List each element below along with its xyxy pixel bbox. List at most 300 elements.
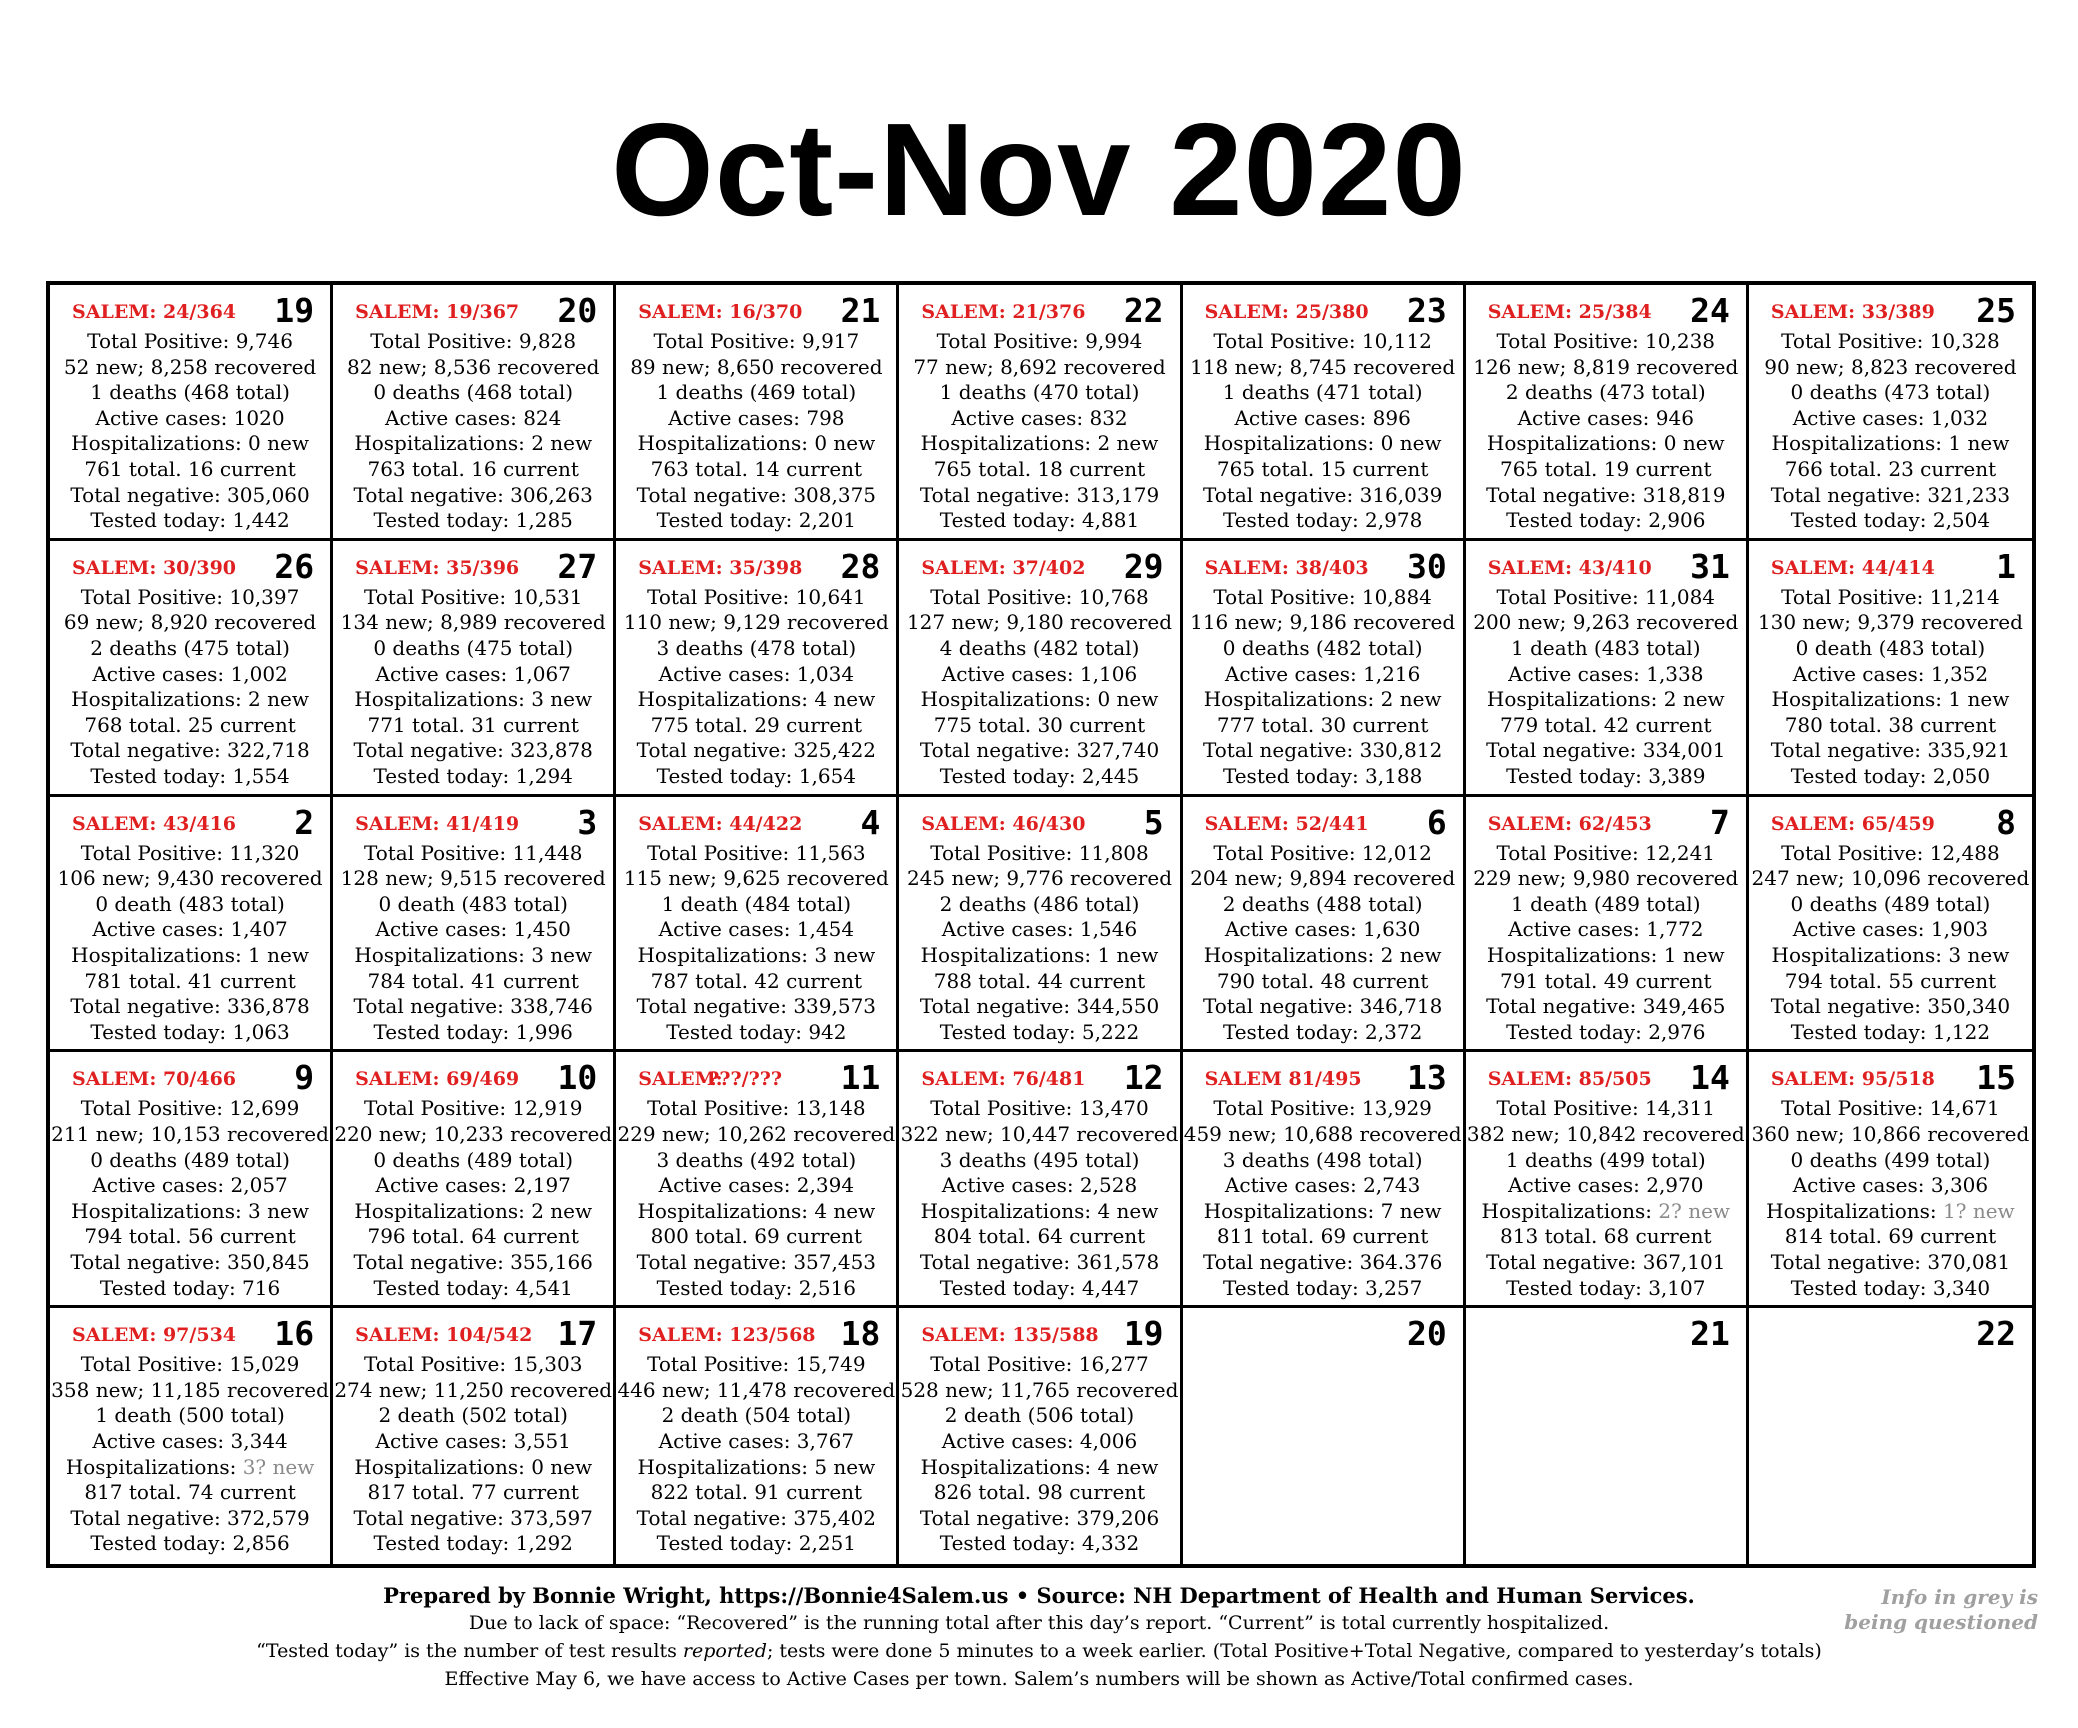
stat-line <box>1749 431 2032 457</box>
stat-text: Active cases: 1,772 <box>1508 917 1704 942</box>
stat-line <box>50 662 330 688</box>
stat-line <box>1466 1173 1746 1199</box>
stat-text: 768 total. 25 current <box>84 712 296 737</box>
stat-line <box>899 1224 1179 1250</box>
stat-text: 459 new; 10,688 recovered <box>1183 1121 1462 1146</box>
stat-text: Tested today: 1,285 <box>373 508 573 533</box>
stat-line <box>50 355 330 381</box>
stat-line <box>1466 406 1746 432</box>
stat-text: Active cases: 2,528 <box>941 1173 1138 1198</box>
stat-text: Total negative: 316,039 <box>1202 482 1443 507</box>
stat-line <box>333 1199 613 1225</box>
stat-text: Hospitalizations: 1 new <box>71 942 309 967</box>
stat-line <box>1749 969 2032 995</box>
stat-line <box>333 1148 613 1174</box>
stat-line <box>1749 866 2032 892</box>
stat-text: Total negative: 322,718 <box>70 738 310 763</box>
stat-line <box>333 329 613 355</box>
stat-text: 766 total. 23 current <box>1784 456 1997 481</box>
day-stats <box>1466 329 1746 534</box>
stat-line <box>1183 636 1463 662</box>
stat-line <box>333 917 613 943</box>
day-number: 14 <box>1690 1058 1730 1098</box>
stat-text: Active cases: 1,106 <box>941 661 1138 686</box>
stat-line <box>1749 355 2032 381</box>
calendar-day-cell <box>1183 797 1466 1053</box>
stat-line <box>616 943 896 969</box>
stat-text: Tested today: 2,906 <box>1506 508 1706 533</box>
day-header <box>616 285 896 331</box>
hospitalizations-questioned: 3? new <box>242 1454 315 1479</box>
stat-text: Total negative: 313,179 <box>919 482 1160 507</box>
stat-text: 1 deaths (468 total) <box>90 380 290 405</box>
stat-line <box>899 355 1179 381</box>
stat-text: Total Positive: 10,884 <box>1213 584 1432 609</box>
stat-text: Tested today: 1,292 <box>373 1531 573 1556</box>
salem-cases: SALEM: 37/402 <box>921 556 1086 579</box>
day-number: 24 <box>1690 291 1730 330</box>
stat-line <box>1466 508 1746 534</box>
stat-text: 765 total. 19 current <box>1500 456 1712 481</box>
stat-text: 781 total. 41 current <box>84 968 296 993</box>
stat-line <box>899 764 1179 790</box>
stat-line <box>616 355 896 381</box>
stat-line <box>333 457 613 483</box>
stat-line <box>1466 636 1746 662</box>
stat-text: Active cases: 4,006 <box>941 1428 1138 1453</box>
stat-line <box>899 662 1179 688</box>
stat-line <box>333 943 613 969</box>
stat-line <box>899 841 1179 867</box>
stat-line <box>899 866 1179 892</box>
stat-line <box>1466 866 1746 892</box>
stat-line <box>50 508 330 534</box>
stat-line <box>616 508 896 534</box>
stat-line <box>1183 457 1463 483</box>
stat-text: Total negative: 364.376 <box>1202 1249 1443 1274</box>
stat-text: 779 total. 42 current <box>1500 712 1712 737</box>
stat-text: Hospitalizations: 3 new <box>71 1198 309 1223</box>
calendar-day-cell <box>1749 1052 2032 1308</box>
salem-cases: SALEM: 19/367 <box>355 301 520 323</box>
stat-line <box>616 1506 896 1532</box>
stat-line <box>1183 764 1463 790</box>
day-header <box>899 1052 1179 1098</box>
stat-line <box>50 380 330 406</box>
stat-text: Total Positive: 11,084 <box>1496 584 1716 609</box>
stat-text: Total negative: 357,453 <box>636 1249 877 1274</box>
stat-text: 0 death (483 total) <box>95 891 285 916</box>
stat-line <box>899 508 1179 534</box>
stat-text: 52 new; 8,258 recovered <box>63 354 317 379</box>
stat-line <box>1749 1250 2032 1276</box>
stat-text: Tested today: 2,201 <box>656 508 857 533</box>
stat-text: Active cases: 1020 <box>95 405 285 430</box>
stat-line <box>50 1148 330 1174</box>
day-stats <box>1466 1096 1746 1301</box>
stat-line <box>1466 380 1746 406</box>
calendar-grid <box>46 281 2036 1568</box>
stat-line <box>616 483 896 509</box>
calendar-day-cell <box>1749 1308 2032 1564</box>
stat-line <box>899 457 1179 483</box>
stat-text: Hospitalizations: 4 new <box>920 1198 1159 1223</box>
stat-text: 2 deaths (475 total) <box>90 635 290 660</box>
stat-text: Tested today: 942 <box>666 1019 847 1044</box>
stat-text: Total Positive: 9,994 <box>936 329 1143 353</box>
stat-text: 814 total. 69 current <box>1784 1224 1997 1249</box>
stat-text: 765 total. 15 current <box>1216 456 1429 481</box>
stat-text: 771 total. 31 current <box>367 712 579 737</box>
stat-line <box>50 1096 330 1122</box>
stat-line <box>333 994 613 1020</box>
stat-line <box>333 1480 613 1506</box>
stat-text: Total negative: 327,740 <box>919 738 1160 763</box>
day-header <box>1183 285 1463 331</box>
day-number: 18 <box>840 1314 881 1354</box>
stat-text: Total Positive: 10,112 <box>1213 329 1432 353</box>
stat-line <box>1466 1096 1746 1122</box>
stat-line <box>333 355 613 381</box>
stat-line <box>616 1480 896 1506</box>
stat-text: Total negative: 344,550 <box>919 994 1160 1019</box>
salem-cases: SALEM: 46/430 <box>921 812 1086 835</box>
stat-text: 0 deaths (473 total) <box>1790 380 1991 405</box>
stat-line <box>50 1173 330 1199</box>
stat-line <box>616 1096 896 1122</box>
stat-line <box>50 636 330 662</box>
stat-line <box>333 1276 613 1302</box>
stat-text: Total Positive: 11,320 <box>80 840 300 865</box>
stat-text: 0 deaths (482 total) <box>1222 635 1423 660</box>
grey-info-note-line2: being questioned <box>1844 1610 2038 1634</box>
day-header <box>1749 1308 2032 1354</box>
stat-text: 106 new; 9,430 recovered <box>57 866 323 891</box>
stat-line <box>899 892 1179 918</box>
stat-text: Hospitalizations: 0 new <box>1486 431 1725 456</box>
stat-line <box>899 406 1179 432</box>
salem-cases: SALEM: 43/410 <box>1487 556 1652 579</box>
stat-line <box>1183 1020 1463 1046</box>
stat-text: Total Positive: 14,311 <box>1496 1096 1716 1121</box>
stat-line <box>899 994 1179 1020</box>
stat-line <box>333 1020 613 1046</box>
calendar-day-cell <box>333 1052 616 1308</box>
stat-line <box>1466 1250 1746 1276</box>
stat-text: Total negative: 335,921 <box>1770 738 2011 763</box>
salem-cases: SALEM: 69/469 <box>355 1068 520 1091</box>
stat-text: Total negative: 375,402 <box>636 1505 877 1530</box>
stat-text: Total Positive: 12,699 <box>80 1096 300 1121</box>
stat-text: Total Positive: 10,641 <box>647 584 866 609</box>
stat-line <box>50 969 330 995</box>
stat-text: Total negative: 379,206 <box>919 1505 1160 1530</box>
stat-line <box>1466 917 1746 943</box>
stat-line <box>1183 1173 1463 1199</box>
day-stats <box>1183 1096 1463 1301</box>
stat-text: 358 new; 11,185 recovered <box>51 1377 329 1402</box>
stat-text: 0 deaths (499 total) <box>1790 1147 1991 1172</box>
calendar-day-cell <box>616 541 899 797</box>
stat-line <box>1466 1224 1746 1250</box>
stat-text: Active cases: 1,546 <box>941 917 1138 942</box>
stat-text: 3 deaths (498 total) <box>1222 1147 1423 1172</box>
calendar-day-cell <box>333 797 616 1053</box>
day-header <box>333 285 613 331</box>
stat-text: 245 new; 9,776 recovered <box>906 866 1173 891</box>
stat-text: Hospitalizations: 3 new <box>637 942 876 967</box>
stat-line <box>1183 841 1463 867</box>
day-header <box>1183 1052 1463 1098</box>
stat-text: Hospitalizations: <box>65 1454 243 1479</box>
stat-line <box>1183 585 1463 611</box>
calendar-day-cell <box>1466 285 1749 541</box>
stat-line <box>333 1173 613 1199</box>
stat-text: Active cases: 1,216 <box>1224 661 1421 686</box>
stat-text: Hospitalizations: 2 new <box>354 431 593 456</box>
stat-text: Total Positive: 13,470 <box>930 1096 1149 1121</box>
stat-line <box>50 585 330 611</box>
stat-text: Active cases: 1,338 <box>1508 661 1704 686</box>
stat-text: 1 deaths (470 total) <box>939 380 1140 405</box>
stat-text: Active cases: 1,407 <box>92 917 288 942</box>
stat-line <box>899 1352 1179 1378</box>
stat-line <box>1749 1276 2032 1302</box>
day-number: 15 <box>1976 1058 2016 1098</box>
day-header <box>50 1308 330 1354</box>
stat-line <box>616 1276 896 1302</box>
stat-text: Total negative: 318,819 <box>1486 482 1726 507</box>
day-number: 17 <box>557 1314 598 1354</box>
stat-line <box>50 1352 330 1378</box>
stat-text: 229 new; 10,262 recovered <box>617 1121 896 1146</box>
stat-text: Tested today: 1,554 <box>90 763 290 788</box>
stat-text: Tested today: 2,978 <box>1222 508 1423 533</box>
stat-line <box>899 1250 1179 1276</box>
day-stats <box>1466 841 1746 1046</box>
day-header <box>1183 797 1463 843</box>
day-header <box>899 1308 1179 1354</box>
stat-line <box>1466 1020 1746 1046</box>
day-number: 10 <box>557 1058 598 1098</box>
stat-text: 3 deaths (495 total) <box>939 1147 1140 1172</box>
day-number: 16 <box>274 1314 315 1354</box>
stat-text: 822 total. 91 current <box>650 1480 863 1505</box>
stat-text: 800 total. 69 current <box>650 1224 863 1249</box>
stat-line <box>616 1352 896 1378</box>
stat-text: Total Positive: 16,277 <box>930 1352 1149 1377</box>
salem-cases: SALEM: 62/453 <box>1487 812 1652 835</box>
stat-text: Tested today: 4,541 <box>373 1275 573 1300</box>
stat-text: Total Positive: 9,828 <box>370 329 577 353</box>
stat-text: 813 total. 68 current <box>1500 1224 1712 1249</box>
stat-text: 761 total. 16 current <box>84 456 296 481</box>
stat-text: Hospitalizations: 4 new <box>920 1454 1159 1479</box>
day-stats <box>899 841 1179 1046</box>
stat-text: 118 new; 8,745 recovered <box>1190 354 1456 379</box>
stat-text: Total Positive: 13,148 <box>647 1096 866 1121</box>
stat-text: 1 deaths (469 total) <box>656 380 857 405</box>
day-stats <box>333 1096 613 1301</box>
stat-line <box>1749 329 2032 355</box>
stat-text: Total negative: 338,746 <box>353 994 593 1019</box>
salem-cases: SALEM: 21/376 <box>921 301 1086 323</box>
salem-cases: SALEM: 95/518 <box>1770 1068 1935 1091</box>
stat-line <box>1749 636 2032 662</box>
day-stats <box>899 1352 1179 1557</box>
day-header <box>1749 797 2032 843</box>
stat-text: 200 new; 9,263 recovered <box>1473 610 1739 635</box>
stat-text: Tested today: 3,389 <box>1506 763 1706 788</box>
stat-line <box>1466 892 1746 918</box>
day-header <box>616 797 896 843</box>
stat-text: Active cases: 1,352 <box>1792 661 1989 686</box>
stat-text: Total negative: 336,878 <box>70 994 310 1019</box>
stat-line <box>1183 355 1463 381</box>
stat-line <box>616 1403 896 1429</box>
stat-text: 0 deaths (489 total) <box>90 1147 290 1172</box>
stat-text: Total Positive: 9,746 <box>87 329 293 353</box>
stat-text: 82 new; 8,536 recovered <box>347 354 600 379</box>
stat-text: Total negative: 339,573 <box>636 994 877 1019</box>
stat-line <box>616 662 896 688</box>
stat-line <box>616 610 896 636</box>
stat-line <box>616 1199 896 1225</box>
stat-line <box>50 841 330 867</box>
day-stats <box>1749 585 2032 790</box>
stat-text: Tested today: 716 <box>99 1275 281 1300</box>
stat-text: 211 new; 10,153 recovered <box>51 1121 329 1146</box>
stat-line <box>1183 406 1463 432</box>
calendar-day-cell <box>899 797 1182 1053</box>
stat-text: 790 total. 48 current <box>1216 968 1429 993</box>
stat-line <box>899 687 1179 713</box>
stat-text: 2 deaths (473 total) <box>1505 380 1706 405</box>
stat-line <box>616 406 896 432</box>
stat-line <box>1749 1096 2032 1122</box>
grey-info-note <box>1798 1585 2038 1635</box>
stat-text: Total negative: 325,422 <box>636 738 877 763</box>
stat-text: Total Positive: 10,328 <box>1781 329 2000 353</box>
stat-text: 794 total. 56 current <box>84 1224 296 1249</box>
stat-text: Hospitalizations: 0 new <box>71 431 309 456</box>
stat-line <box>333 1122 613 1148</box>
salem-cases: SALEM: 104/542 <box>355 1324 533 1347</box>
stat-text: Hospitalizations: 4 new <box>637 687 876 712</box>
stat-line <box>1749 841 2032 867</box>
stat-line <box>1749 892 2032 918</box>
stat-text: Active cases: 2,743 <box>1224 1173 1421 1198</box>
stat-text: Total Positive: 15,303 <box>363 1352 583 1377</box>
stat-line <box>1183 431 1463 457</box>
stat-text: 3 deaths (492 total) <box>656 1147 857 1172</box>
stat-text: Hospitalizations: <box>1766 1198 1944 1223</box>
footer-tested-note <box>0 1640 2078 1662</box>
stat-text: Tested today: 3,257 <box>1222 1275 1423 1300</box>
stat-text: Active cases: 896 <box>1234 405 1411 430</box>
stat-line <box>899 1455 1179 1481</box>
stat-line <box>616 1148 896 1174</box>
stat-line <box>1466 738 1746 764</box>
day-number: 30 <box>1406 546 1447 586</box>
stat-text: 134 new; 8,989 recovered <box>340 610 606 635</box>
stat-line <box>616 1224 896 1250</box>
salem-cases-questioned: ???/??? <box>708 1068 783 1091</box>
day-stats <box>1749 329 2032 534</box>
stat-line <box>1183 994 1463 1020</box>
stat-line <box>899 1096 1179 1122</box>
day-number: 22 <box>1976 1314 2016 1354</box>
stat-text: Total negative: 349,465 <box>1486 994 1726 1019</box>
stat-text: Active cases: 2,197 <box>375 1173 571 1198</box>
stat-line <box>333 713 613 739</box>
stat-text: 3 deaths (478 total) <box>656 635 857 660</box>
stat-line <box>1466 687 1746 713</box>
day-number: 8 <box>1996 802 2016 842</box>
stat-line <box>899 1020 1179 1046</box>
stat-line <box>50 1480 330 1506</box>
stat-line <box>1466 1122 1746 1148</box>
stat-line <box>616 994 896 1020</box>
stat-text: Total negative: 305,060 <box>70 482 310 507</box>
day-header <box>1183 541 1463 587</box>
stat-line <box>50 892 330 918</box>
stat-text: Total Positive: 12,241 <box>1496 840 1716 865</box>
stat-text: 528 new; 11,765 recovered <box>900 1377 1179 1402</box>
stat-line <box>899 1531 1179 1557</box>
stat-text: Tested today: 3,107 <box>1506 1275 1706 1300</box>
stat-text: 826 total. 98 current <box>933 1480 1146 1505</box>
stat-line <box>899 1276 1179 1302</box>
stat-text: Total negative: 321,233 <box>1770 482 2011 507</box>
day-header <box>1466 1052 1746 1098</box>
stat-line <box>616 1250 896 1276</box>
stat-line <box>1183 1199 1463 1225</box>
day-number: 19 <box>274 291 315 330</box>
stat-text: 69 new; 8,920 recovered <box>63 610 317 635</box>
stat-line <box>899 329 1179 355</box>
stat-text: 130 new; 9,379 recovered <box>1757 610 2023 635</box>
stat-line <box>1749 917 2032 943</box>
salem-cases: SALEM: 30/390 <box>72 556 237 579</box>
stat-line <box>899 917 1179 943</box>
calendar-day-cell <box>1749 797 2032 1053</box>
day-header <box>333 541 613 587</box>
calendar-day-cell <box>1183 1052 1466 1308</box>
stat-line <box>616 380 896 406</box>
stat-line <box>333 764 613 790</box>
stat-text: Total negative: 323,878 <box>353 738 593 763</box>
day-number: 2 <box>294 802 315 842</box>
day-number: 31 <box>1690 546 1730 586</box>
stat-text: Hospitalizations: <box>1481 1198 1659 1223</box>
stat-line <box>1749 764 2032 790</box>
stat-text: Tested today: 2,976 <box>1506 1019 1706 1044</box>
stat-text: 77 new; 8,692 recovered <box>913 354 1166 379</box>
stat-line <box>333 483 613 509</box>
stat-line <box>50 943 330 969</box>
stat-line <box>1749 994 2032 1020</box>
stat-text: Hospitalizations: 2 new <box>920 431 1159 456</box>
stat-line <box>616 764 896 790</box>
stat-line <box>1466 841 1746 867</box>
day-stats <box>616 841 896 1046</box>
stat-line <box>899 1378 1179 1404</box>
stat-line <box>50 1531 330 1557</box>
calendar-day-cell <box>899 541 1182 797</box>
day-header <box>1749 541 2032 587</box>
calendar-day-cell <box>1183 1308 1466 1564</box>
